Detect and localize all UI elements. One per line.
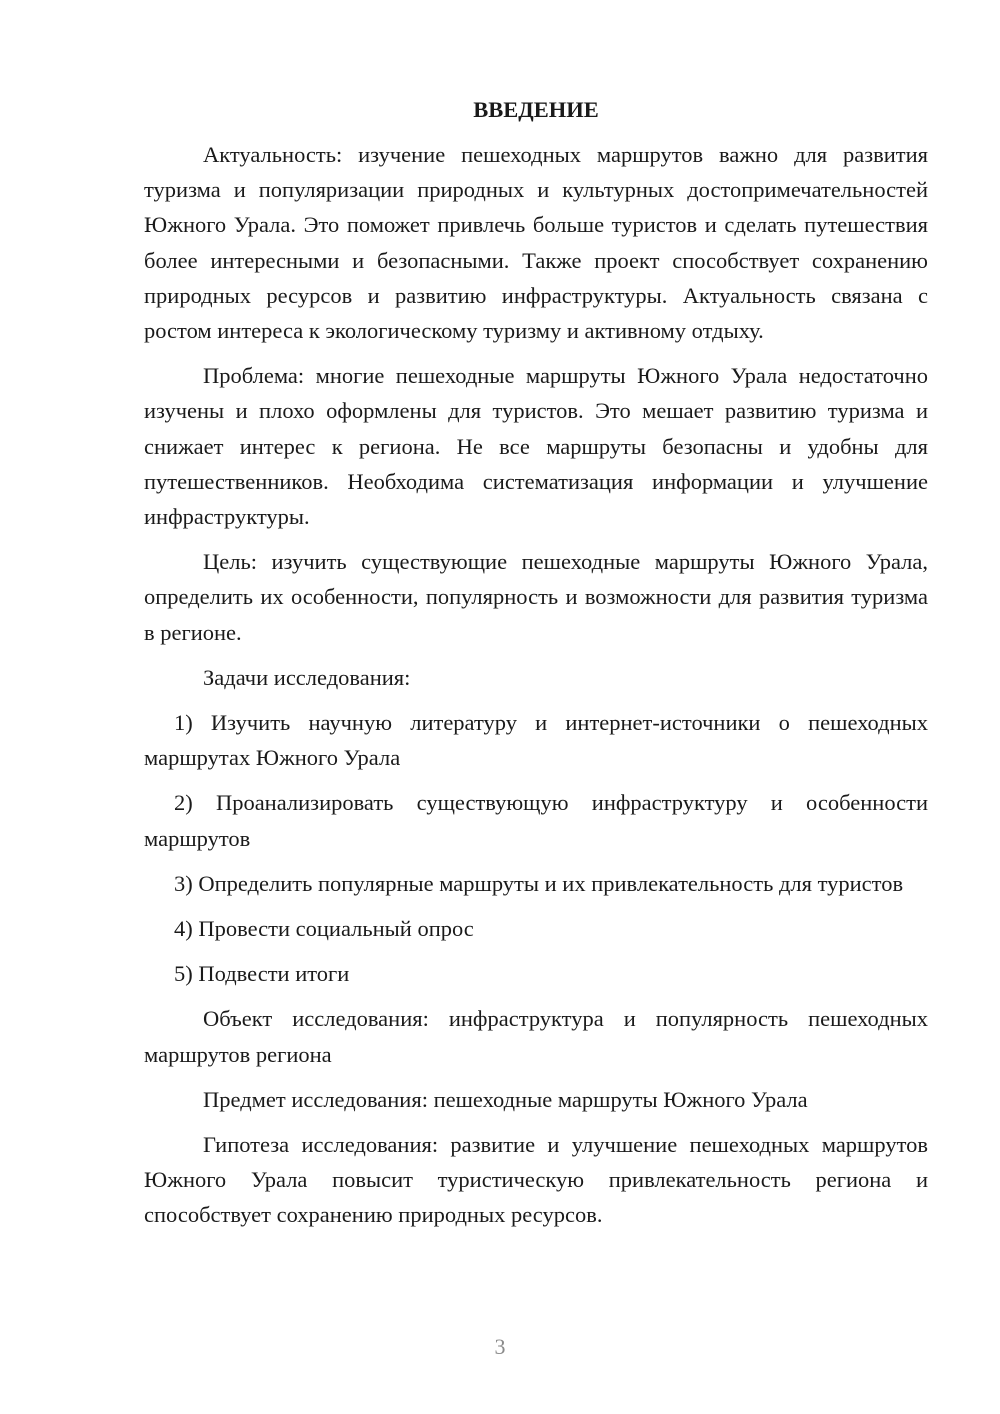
task-item-3: 3) Определить популярные маршруты и их привлекательность для туристов	[174, 870, 904, 896]
object-paragraph: Объект исследования: инфраструктура и популярность пешеходных маршрутов региона	[144, 1006, 928, 1067]
hypothesis-paragraph: Гипотеза исследования: развитие и улучшение пешеходных маршрутов Южного Урала повысит туристическую привлекательность региона и способствует сохранению природных ресурсов.	[144, 1132, 928, 1228]
goal-paragraph: Цель: изучить существующие пешеходные маршруты Южного Урала, определить их особенности, популярность и возможности для развития туризма в регионе.	[144, 549, 928, 645]
task-item-1: 1) Изучить научную литературу и интернет-источники о пешеходных маршрутах Южного Урала	[144, 710, 928, 771]
problem-paragraph: Проблема: многие пешеходные маршруты Южного Урала недостаточно изучены и плохо оформлены для туристов. Это мешает развитию туризма и снижает интерес к региона. Не все маршруты безопасны и удобны для путешественников. Необходима систематизация информации и улучшение инфраструктуры.	[144, 363, 928, 530]
tasks-heading: Задачи исследования:	[203, 664, 411, 690]
page-number: 3	[494, 1334, 506, 1359]
task-item-4: 4) Провести социальный опрос	[174, 916, 474, 942]
document-body	[144, 92, 928, 1243]
relevance-paragraph: Актуальность: изучение пешеходных маршрутов важно для развития туризма и популяризации природных и культурных достопримечательностей Южного Урала. Это поможет привлечь больше туристов и сделать путешествия более интересными и безопасными. Также проект способствует сохранению природных ресурсов и развитию инфраструктуры. Актуальность связана с ростом интереса к экологическому туризму и активному отдыху.	[144, 142, 928, 344]
section-title: ВВЕДЕНИЕ	[473, 97, 599, 122]
task-item-2: 2) Проанализировать существующую инфраструктуру и особенности маршрутов	[144, 790, 928, 851]
subject-paragraph: Предмет исследования: пешеходные маршруты Южного Урала	[203, 1086, 808, 1112]
task-item-5: 5) Подвести итоги	[174, 961, 350, 987]
